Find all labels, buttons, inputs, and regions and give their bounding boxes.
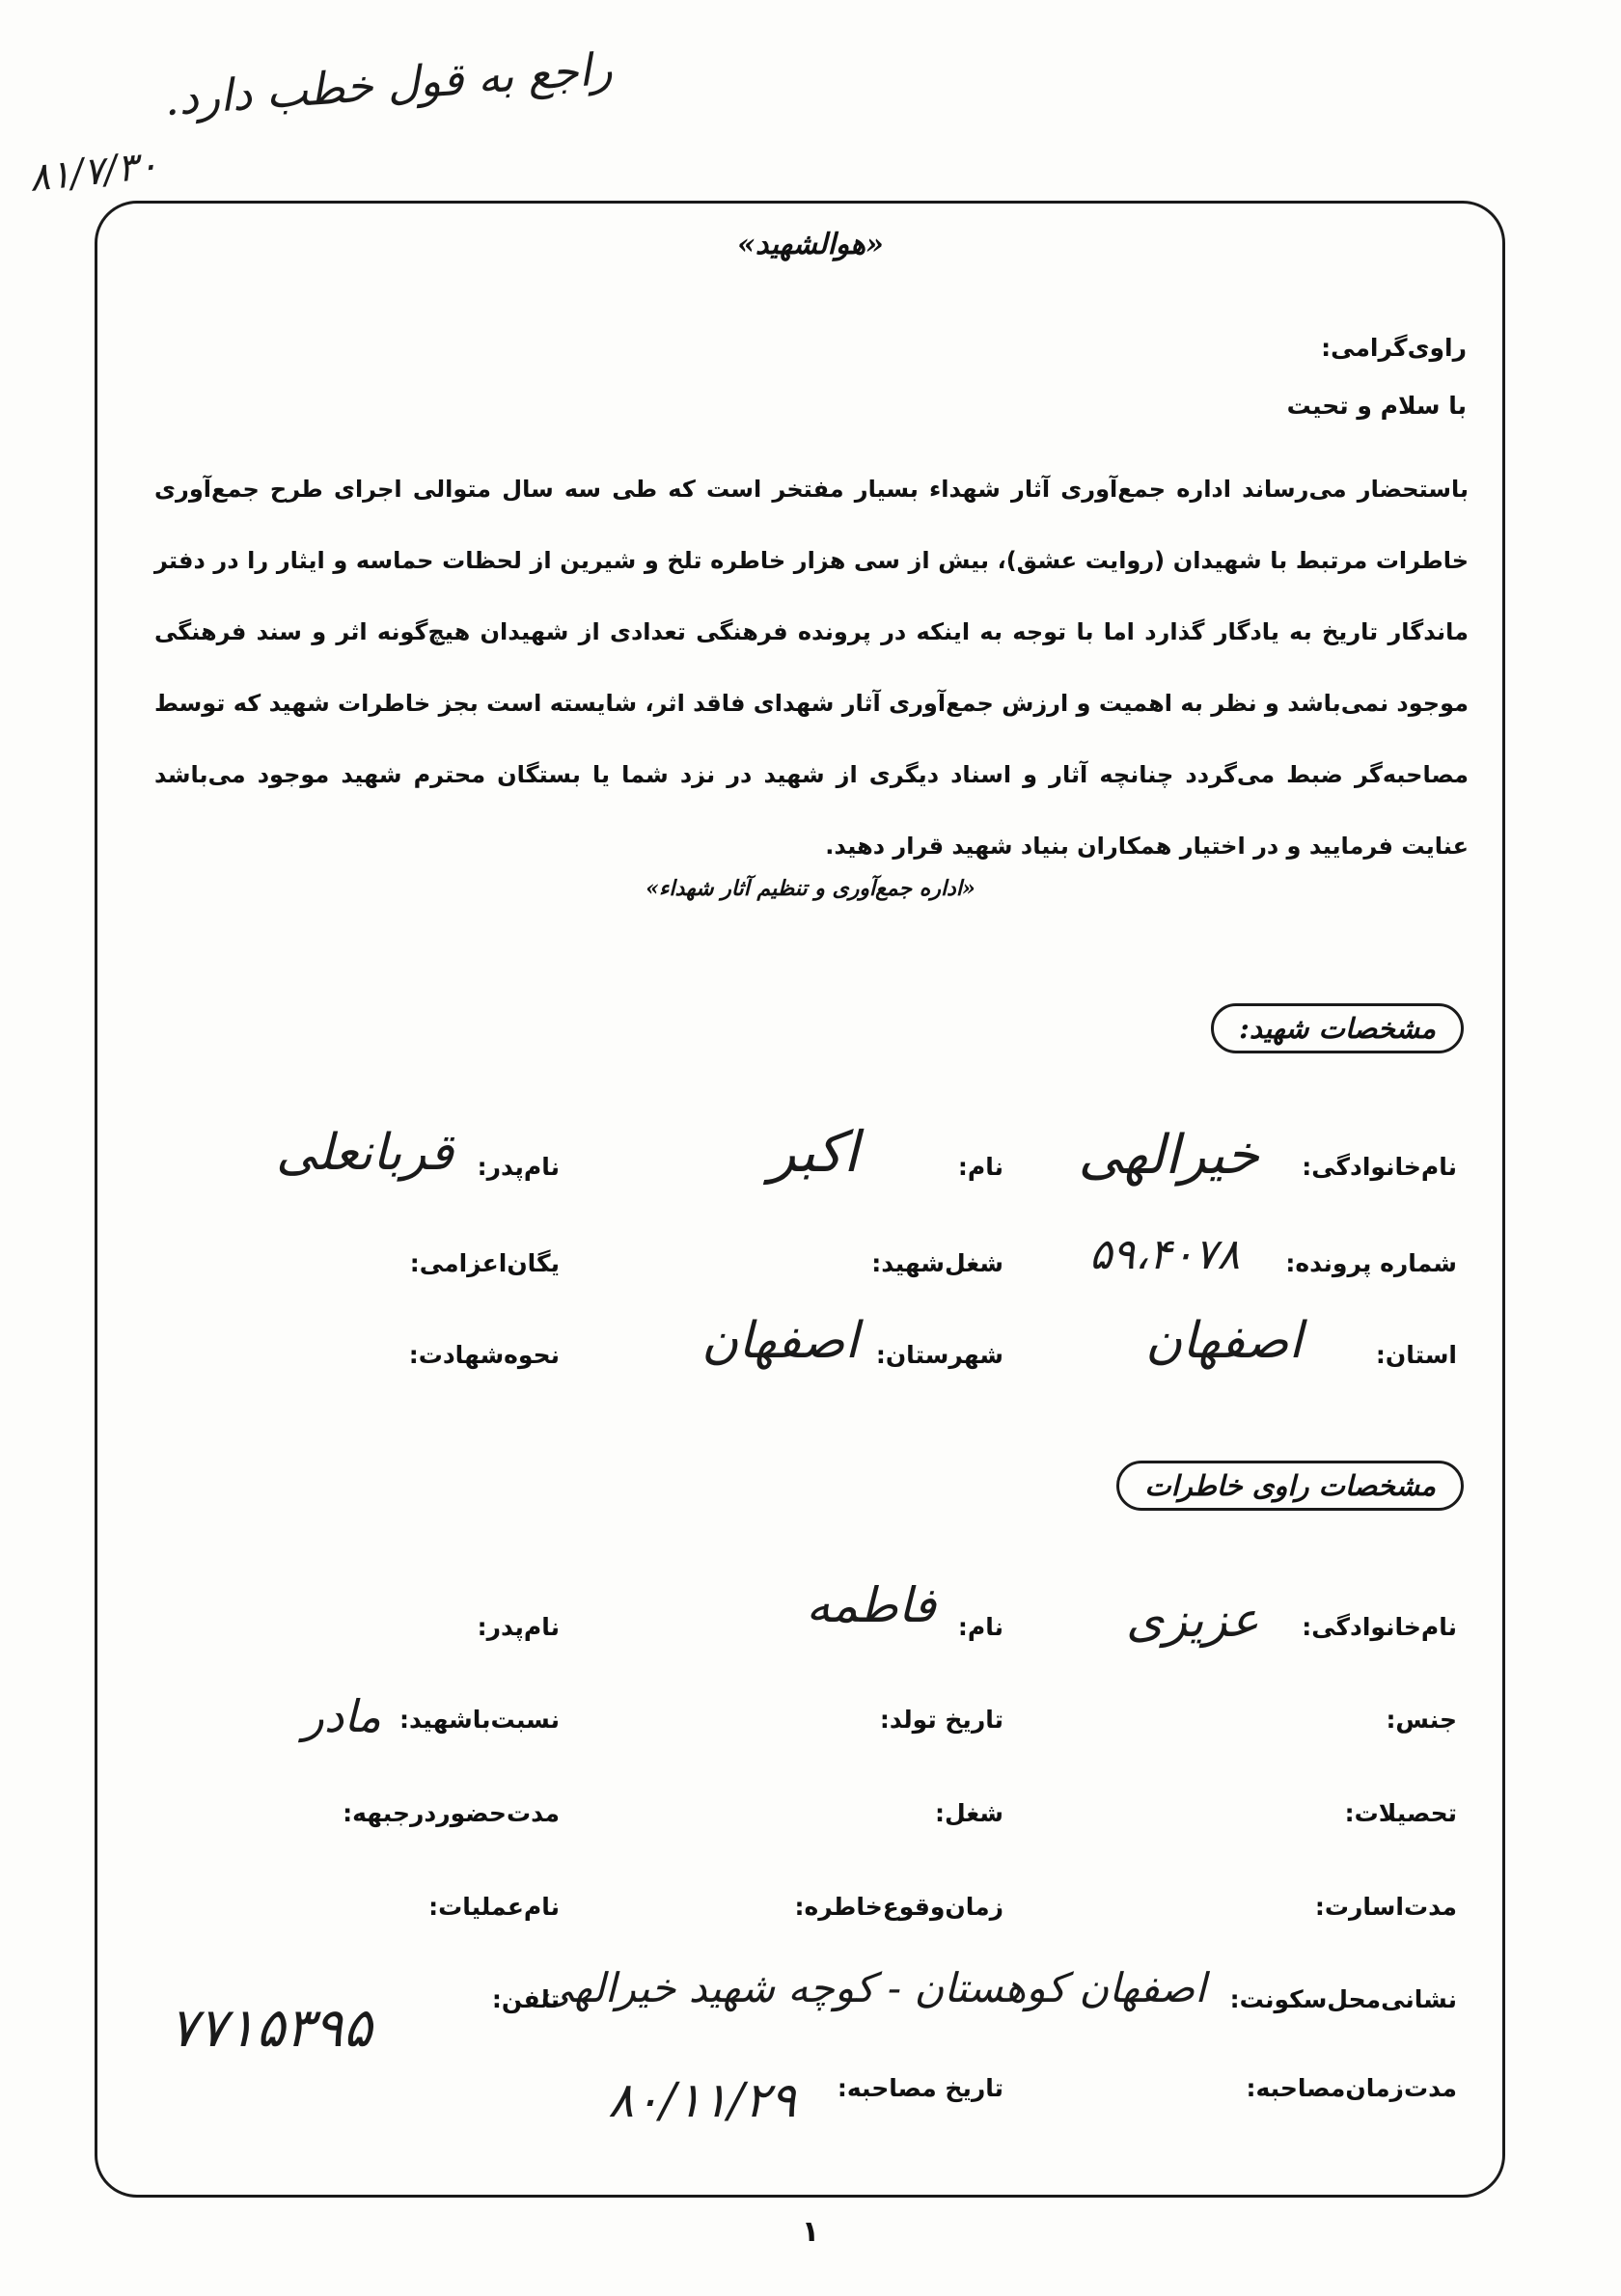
martyr-province-value: اصفهان [1145, 1312, 1303, 1370]
narrator-relation-label: نسبت‌با‌شهید: [398, 1706, 560, 1734]
martyr-first-name-value: اکبر [768, 1119, 859, 1185]
martyr-section-title: مشخصات شهید: [1211, 1003, 1464, 1053]
martyr-file-number-label: شماره پرونده: [1285, 1249, 1457, 1277]
narrator-address-label: نشانی‌محل‌سکونت: [1229, 1985, 1457, 2013]
narrator-gender-label: جنس: [1386, 1706, 1457, 1734]
handwritten-top-note: راجع به قول خطب دارد. [162, 41, 615, 126]
narrator-section-title: مشخصات راوی خاطرات [1116, 1461, 1464, 1511]
narrator-memory-time-label: زمان‌وقوع‌خاطره: [794, 1893, 1003, 1921]
letter-signature: «اداره جمع‌آوری و تنظیم آثار شهداء» [646, 876, 975, 901]
narrator-father-label: نام‌پدر: [477, 1613, 560, 1641]
narrator-first-name-label: نام: [957, 1613, 1003, 1641]
salutation: با سلام و تحیت [1286, 392, 1467, 420]
narrator-captivity-label: مدت‌اسارت: [1314, 1893, 1457, 1921]
interview-duration-label: مدت‌زمان‌مصاحبه: [1246, 2074, 1457, 2102]
narrator-operation-label: نام‌عملیات: [428, 1893, 560, 1921]
martyr-father-value: قربانعلی [276, 1124, 453, 1182]
page-number: ۱ [801, 2215, 820, 2249]
narrator-front-label: مدت‌حضوردرجبهه: [343, 1799, 560, 1827]
interview-date-label: تاریخ مصاحبه: [837, 2074, 1003, 2102]
narrator-phone-value: ۷۷۱۵۳۹۵ [169, 1997, 372, 2060]
narrator-education-label: تحصیلات: [1344, 1799, 1457, 1827]
narrator-job-label: شغل: [934, 1799, 1003, 1827]
narrator-birth-label: تاریخ تولد: [879, 1706, 1003, 1734]
martyr-family-name-value: خیرالهی [1078, 1124, 1259, 1187]
narrator-family-name-label: نام‌خانوادگی: [1302, 1613, 1457, 1641]
narrator-phone-label: تلفن: [491, 1985, 560, 2013]
martyr-martyrdom-label: نحوه‌شهادت: [408, 1341, 560, 1369]
martyr-city-value: اصفهان [701, 1312, 859, 1370]
martyr-unit-label: یگان‌اعزامی: [409, 1249, 560, 1277]
martyr-father-label: نام‌پدر: [477, 1153, 560, 1181]
narrator-address-value: اصفهان کوهستان - کوچه شهید خیرالهی [539, 1964, 1206, 2011]
martyr-file-number-value: ۵۹،۴۰۷۸ [1089, 1230, 1240, 1279]
greeting: راوی‌گرامی: [1321, 334, 1467, 362]
page-title: «هوالشهيد» [737, 228, 884, 261]
martyr-city-label: شهرستان: [875, 1341, 1003, 1369]
martyr-first-name-label: نام: [957, 1153, 1003, 1181]
martyr-family-name-label: نام‌خانوادگی: [1302, 1153, 1457, 1181]
martyr-occupation-label: شغل‌شهید: [871, 1249, 1003, 1277]
interview-date-value: ۸۰/۱۱/۲۹ [608, 2072, 796, 2128]
narrator-family-name-value: عزیزی [1125, 1592, 1259, 1648]
narrator-first-name-value: فاطمه [806, 1577, 936, 1633]
martyr-province-label: استان: [1375, 1341, 1457, 1369]
letter-body: باستحضار می‌رساند اداره جمع‌آوری آثار شهداء بسیار مفتخر است که طی سه سال متوالی اجرای طرح جمع‌آوری خاطرات مرتبط با شهیدان (روایت عشق)، بیش از سی هزار خاطره تلخ و شیرین از لحظات حماسه و ایثار را در دفتر ماندگار تاریخ به یادگار گذارد اما با توجه به اینکه در پرونده فرهنگی تعدادی از شهیدان هیچ‌گونه اثر و سند فرهنگی موجود نمی‌باشد و نظر به اهمیت و ارزش جمع‌آوری آثار شهدای فاقد اثر، شایسته است بجز خاطرات شهید که توسط مصاحبه‌گر ضبط می‌گردد چنانچه آثار و اسناد دیگری از شهید در نزد شما یا بستگان محترم شهید موجود می‌باشد عنایت فرمایید و در اختیار همکاران بنیاد شهید قرار دهید. [153, 476, 1469, 860]
handwritten-top-number: ۸۱/۷/۳۰ [26, 143, 161, 201]
narrator-relation-value: مادر [302, 1690, 381, 1742]
